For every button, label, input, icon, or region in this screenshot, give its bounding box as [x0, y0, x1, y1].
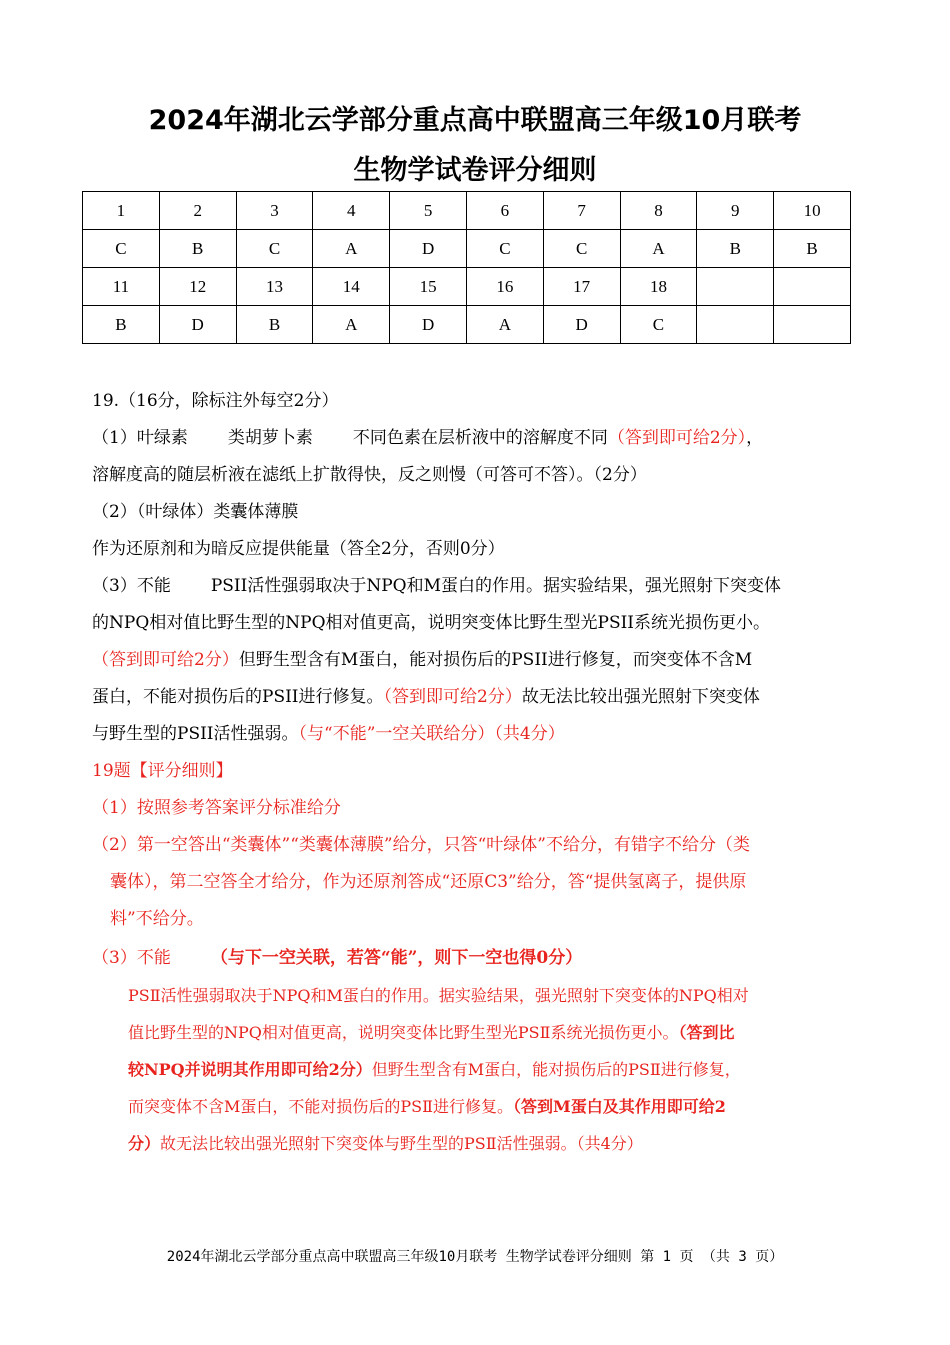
rule-emphasis: 分） [128, 1134, 161, 1153]
rule-emphasis: （与下一空关联，若答“能”，则下一空也得0分） [210, 948, 583, 968]
q19-part2-line1: （2）（叶绿体）类囊体薄膜 [92, 502, 299, 522]
q19-part1-line1 [92, 420, 862, 457]
rule-text: 故无法比较出强光照射下突变体与野生型的PSⅡ活性强弱。（共4分） [160, 1134, 643, 1153]
q19-part1-line2: 溶解度高的随层析液在滤纸上扩散得快，反之则慢（可答可不答）。（2分） [92, 465, 647, 485]
score-note: （答到即可给2分） [607, 428, 747, 448]
rule-text: 但野生型含有M蛋白，能对损伤后的PSⅡ进行修复， [371, 1060, 741, 1079]
q19-part3-line1 [92, 568, 862, 605]
table-cell: 4 [313, 192, 390, 230]
table-cell: D [543, 306, 620, 344]
table-row [83, 268, 851, 306]
answer-text: PSII活性强弱取决于NPQ和M蛋白的作用。据实验结果，强光照射下突变体 [210, 576, 781, 596]
rule-emphasis: （答到比 [678, 1023, 735, 1042]
rule-emphasis: （答到M蛋白及其作用即可给2 [513, 1097, 726, 1116]
q19-part3-line3 [92, 642, 862, 679]
table-cell [774, 306, 851, 344]
page-subtitle: 生物学试卷评分细则 [353, 155, 597, 186]
q19-part3-line5 [92, 716, 862, 753]
score-note: （答到即可给2分） [383, 687, 522, 707]
punct: ， [746, 428, 764, 448]
answer-text: （3）不能 [92, 576, 171, 596]
table-cell: 10 [774, 192, 851, 230]
table-cell: 6 [466, 192, 543, 230]
rule-2-line1: （2）第一空答出“类囊体”“类囊体薄膜”给分，只答“叶绿体”不给分，有错字不给分（类 [92, 835, 750, 855]
rule-1: （1）按照参考答案评分标准给分 [92, 798, 341, 818]
table-cell: B [697, 230, 774, 268]
table-cell [774, 268, 851, 306]
answer-text: 蛋白，不能对损伤后的PSII进行修复。 [92, 687, 384, 707]
table-cell: 5 [390, 192, 467, 230]
rule-text: （3）不能 [92, 948, 171, 968]
table-cell: A [313, 306, 390, 344]
table-cell: 11 [83, 268, 160, 306]
q19-header: 19.（16分，除标注外每空2分） [92, 391, 339, 411]
table-cell: 7 [543, 192, 620, 230]
table-cell: 18 [620, 268, 697, 306]
table-cell: 15 [390, 268, 467, 306]
score-note: （答到即可给2分） [92, 650, 239, 670]
table-cell [697, 306, 774, 344]
rule-emphasis: 较NPQ并说明其作用即可给2分） [128, 1060, 372, 1079]
table-cell: C [543, 230, 620, 268]
table-cell: A [620, 230, 697, 268]
table-cell: C [236, 230, 313, 268]
table-cell: 14 [313, 268, 390, 306]
answer-text: 但野生型含有M蛋白，能对损伤后的PSII进行修复，而突变体不含M [238, 650, 753, 670]
table-cell [697, 268, 774, 306]
table-cell: B [83, 306, 160, 344]
table-cell: D [159, 306, 236, 344]
table-cell: 8 [620, 192, 697, 230]
rule-3-line5 [128, 1088, 868, 1125]
table-cell: 17 [543, 268, 620, 306]
table-cell: A [466, 306, 543, 344]
table-cell: 12 [159, 268, 236, 306]
answer-table [82, 191, 851, 344]
table-cell: B [159, 230, 236, 268]
answer-text: 类胡萝卜素 [227, 428, 313, 448]
rule-3-line3 [128, 1014, 868, 1051]
rule-3-line6 [128, 1125, 868, 1162]
rule-3-line4 [128, 1051, 868, 1088]
table-cell: B [236, 306, 313, 344]
page-title: 2024年湖北云学部分重点高中联盟高三年级10月联考 [148, 105, 802, 136]
table-row [83, 306, 851, 344]
table-cell: A [313, 230, 390, 268]
table-cell: 3 [236, 192, 313, 230]
table-cell: C [620, 306, 697, 344]
table-cell: 9 [697, 192, 774, 230]
rule-text: 值比野生型的NPQ相对值更高，说明突变体比野生型光PSⅡ系统光损伤更小。 [128, 1023, 679, 1042]
rule-text: 而突变体不含M蛋白，不能对损伤后的PSⅡ进行修复。 [128, 1097, 513, 1116]
table-row [83, 230, 851, 268]
q19-part3-line4 [92, 679, 862, 716]
score-note: （与“不能”一空关联给分）（共4分） [298, 724, 565, 744]
table-cell: C [466, 230, 543, 268]
rule-3-line1 [92, 940, 862, 977]
table-cell: 1 [83, 192, 160, 230]
rule-3-line2: PSⅡ活性强弱取决于NPQ和M蛋白的作用。据实验结果，强光照射下突变体的NPQ相对 [128, 986, 749, 1005]
rule-2-line3: 料”不给分。 [110, 909, 204, 929]
answer-text: 故无法比较出强光照射下突变体 [521, 687, 760, 707]
q19-part2-line2: 作为还原剂和为暗反应提供能量（答全2分，否则0分） [92, 539, 505, 559]
answer-text: 与野生型的PSII活性强弱。 [92, 724, 299, 744]
table-cell: D [390, 230, 467, 268]
answer-text: 不同色素在层析液中的溶解度不同 [352, 428, 608, 448]
table-cell: B [774, 230, 851, 268]
rules-heading: 19题【评分细则】 [92, 761, 233, 781]
table-cell: 16 [466, 268, 543, 306]
table-cell: D [390, 306, 467, 344]
table-cell: C [83, 230, 160, 268]
rule-2-line2: 囊体），第二空答全才给分，作为还原剂答成“还原C3”给分，答“提供氢离子，提供原 [110, 872, 747, 892]
table-cell: 13 [236, 268, 313, 306]
answer-text: （1）叶绿素 [92, 428, 188, 448]
table-cell: 2 [159, 192, 236, 230]
table-row [83, 192, 851, 230]
page-footer: 2024年湖北云学部分重点高中联盟高三年级10月联考 生物学试卷评分细则 第 1 页 （共 3 页） [166, 1249, 784, 1265]
q19-part3-line2: 的NPQ相对值比野生型的NPQ相对值更高，说明突变体比野生型光PSII系统光损伤更小。 [92, 613, 771, 633]
